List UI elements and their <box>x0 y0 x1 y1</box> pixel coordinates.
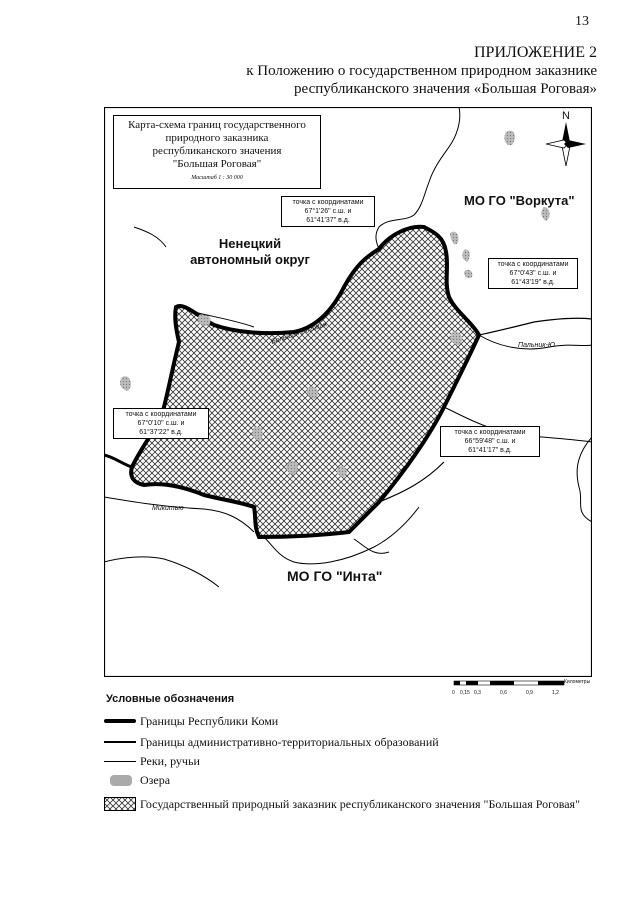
coordinate-callout <box>281 196 375 227</box>
north-arrow-icon <box>546 110 586 170</box>
legend-label: Государственный природный заказник республиканского значения "Большая Роговая" <box>140 796 580 811</box>
appendix-title: ПРИЛОЖЕНИЕ 2 <box>473 44 597 61</box>
region-label-line: Ненецкий <box>218 236 282 251</box>
komi-border-symbol <box>104 714 136 728</box>
river-label-mikityu: Микитью <box>152 505 184 512</box>
callout-line: 61°41'17" в.д. <box>468 447 512 454</box>
callout-line: точка с координатами <box>454 429 526 436</box>
callout-line: 61°41'37" в.д. <box>306 217 350 224</box>
legend-item-lakes <box>104 771 170 789</box>
map-title-line: "Большая Роговая" <box>172 158 262 170</box>
scale-bar <box>452 680 592 700</box>
legend-title: Условные обозначения <box>106 693 235 705</box>
callout-line: 61°43'19" в.д. <box>511 279 555 286</box>
map-title-line: Карта-схема границ государственного <box>128 119 306 131</box>
callout-line: 67°0'43" с.ш. и <box>509 270 557 277</box>
legend-item-rivers <box>104 752 200 770</box>
legend-item-reserve <box>104 795 580 813</box>
coordinate-callout <box>488 258 578 289</box>
region-label-vorkuta: МО ГО "Воркута" <box>464 193 575 208</box>
callout-line: 66°59'48" с.ш. и <box>464 438 516 445</box>
appendix-subtitle-1: к Положению о государственном природном заказнике <box>246 63 597 79</box>
appendix-subtitle-2: республиканского значения «Большая Роговая» <box>294 81 597 97</box>
scale-tick: 1,2 <box>552 690 559 696</box>
region-label-inta: МО ГО "Инта" <box>287 568 383 584</box>
legend-item-admin-border <box>104 733 439 751</box>
scale-tick: 0,9 <box>526 690 533 696</box>
legend-label: Озера <box>140 772 171 787</box>
legend-label: Реки, ручьи <box>140 753 200 768</box>
coordinate-callout <box>440 426 540 457</box>
appendix-header <box>246 44 597 98</box>
scale-tick: 0,15 <box>460 690 470 696</box>
region-label-nenets <box>190 236 310 268</box>
map-scale-text: Масштаб 1 : 30 000 <box>191 175 243 181</box>
callout-line: точка с координатами <box>125 411 197 418</box>
river-symbol <box>104 754 136 768</box>
callout-line: 67°0'10" с.ш. и <box>137 420 185 427</box>
callout-line: 67°1'26" с.ш. и <box>304 208 352 215</box>
reserve-symbol <box>104 797 136 811</box>
map-title-line: природного заказника <box>165 132 269 144</box>
legend-item-komi-border <box>104 712 278 730</box>
lake-symbol <box>104 773 136 787</box>
scale-tick: 0 <box>452 690 455 696</box>
region-label-line: автономный округ <box>190 252 310 267</box>
scale-unit: Километры <box>564 679 591 685</box>
map-title-box <box>113 115 321 189</box>
callout-line: точка с координатами <box>497 261 569 268</box>
map-title-line: республиканского значения <box>152 145 282 157</box>
page-number: 13 <box>575 14 589 29</box>
river-label-bolshaya-rogovaya: Большая Роговая <box>270 321 328 346</box>
scale-tick: 0,3 <box>474 690 481 696</box>
coordinate-callout <box>113 408 209 439</box>
scale-tick: 0,6 <box>500 690 507 696</box>
legend-label: Границы Республики Коми <box>140 713 279 728</box>
river-label-palnik-yu: Пальник-Ю <box>518 342 556 349</box>
callout-line: 61°37'22" в.д. <box>139 429 183 436</box>
north-label: N <box>562 110 570 122</box>
callout-line: точка с координатами <box>292 199 364 206</box>
admin-border-symbol <box>104 735 136 749</box>
legend-label: Границы административно-территориальных образований <box>140 734 439 749</box>
